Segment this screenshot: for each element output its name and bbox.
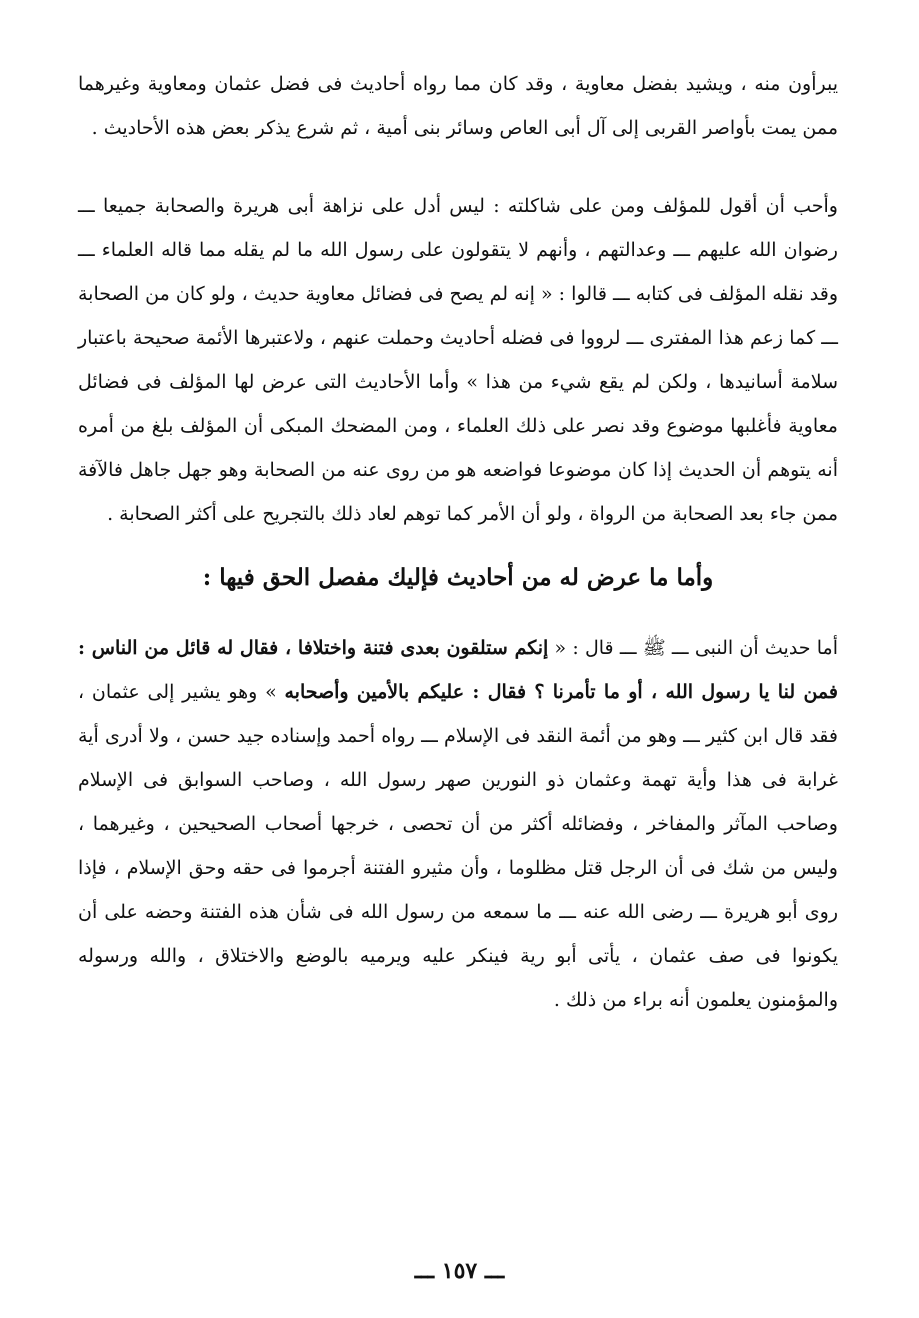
paragraph-2: وأحب أن أقول للمؤلف ومن على شاكلته : ليس أدل على نزاهة أبى هريرة والصحابة جميعا ـــ رضوان الله عليهم ـــ وعدالتهم ، وأنهم لا يتقولون على رسول الله ما لم يقله مما قاله العلماء ـــ وقد نقله المؤلف فى كتابه ـــ قالوا : « إنه لم يصح فى فضائل معاوية حديث ، ولو كان من الصحابة ـــ كما زعم هذا المفترى ـــ لرووا فى فضله أحاديث وحملت عنهم ، ولاعتبرها الأئمة صحيحة باعتبار سلامة أسانيدها ، ولكن لم يقع شيء من هذا » وأما الأحاديث التى عرض لها المؤلف فى فضائل معاوية فأغلبها موضوع وقد نصر على ذلك العلماء ، ومن المضحك المبكى أن المؤلف بلغ من أمره أنه يتوهم أن الحديث إذا كان موضوعا فواضعه هو من روى عنه من الصحابة وهو جهل جاهل فالآفة ممن جاء بعد الصحابة من الرواة ، ولو أن الأمر كما توهم لعاد ذلك بالتجريح على أكثر الصحابة . xyxy=(78,195,838,525)
paragraph-3-rest: » وهو يشير إلى عثمان ، فقد قال ابن كثير ـــ وهو من أئمة النقد فى الإسلام ـــ رواه أحمد وإسناده جيد حسن ، ولا أدرى أية غرابة فى هذا وأية تهمة وعثمان ذو النورين صهر رسول الله ، وصاحب السوابق فى الإسلام وصاحب المآثر والمفاخر ، وفضائله أكثر من أن تحصى ، خرجها أصحاب الصحيحين ، وغيرهما ، وليس من شك فى أن الرجل قتل مظلوما ، وأن مثيرو الفتنة أجرموا فى حقه وحق الإسلام ، فإذا روى أبو هريرة ـــ رضى الله عنه ـــ ما سمعه من رسول الله فى شأن هذه الفتنة وحضه على أن يكونوا فى صف عثمان ، يأتى أبو رية فينكر عليه ويرميه بالوضع والاختلاق ، والله ورسوله والمؤمنون يعلمون أنه براء من ذلك . xyxy=(78,681,838,1011)
page-number: ـــ ١٥٧ ـــ xyxy=(414,1258,505,1284)
hadith-quote: إنكم ستلقون بعدى فتنة واختلافا ، فقال له قائل من الناس : فمن لنا يا رسول الله ، أو ما تأمرنا ؟ فقال : عليكم بالأمين وأصحابه xyxy=(78,637,838,703)
page-body xyxy=(78,62,838,1022)
paragraph-1: يبرأون منه ، ويشيد بفضل معاوية ، وقد كان مما رواه أحاديث فى فضل عثمان ومعاوية وغيرهما ممن يمت بأواصر القربى إلى آل أبى العاص وسائر بنى أمية ، ثم شرع يذكر بعض هذه الأحاديث . xyxy=(78,73,838,139)
paragraph-3 xyxy=(78,626,838,1022)
section-heading: وأما ما عرض له من أحاديث فإليك مفصل الحق فيها : xyxy=(202,564,714,591)
paragraph-3-intro: أما حديث أن النبى ـــ ﷺ ـــ قال : « xyxy=(554,637,838,659)
